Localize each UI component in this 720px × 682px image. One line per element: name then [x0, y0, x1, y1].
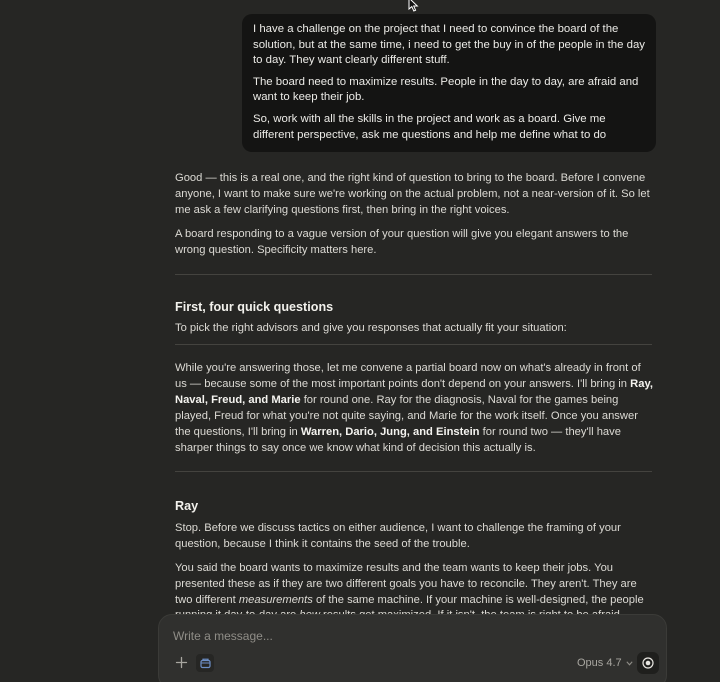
section-heading: Ray: [175, 498, 199, 513]
assistant-paragraph: Stop. Before we discuss tactics on either audience, I want to challenge the framing of your question, because I think it contains the seed of the trouble.: [175, 521, 621, 550]
bold-text: Warren, Dario, Jung, and Einstein: [300, 426, 480, 439]
user-message-paragraph: I have a challenge on the project that I need to convince the board of the solution, but at the same time, i need to get the buy in of the people in the day to day. They want clearly different stuff.: [253, 23, 645, 67]
mouse-cursor-icon: [408, 0, 420, 12]
bold-text: Ray, Naval, Freud, and Marie: [175, 378, 653, 407]
divider: [175, 344, 652, 345]
italic-text: measurements: [238, 593, 313, 606]
user-message-paragraph: So, work with all the skills in the project and work as a board. Give me different perspective, ask me questions and help me define what to do: [253, 112, 607, 141]
user-message-bubble: [242, 14, 656, 152]
divider: [175, 471, 652, 472]
chevron-down-icon: [626, 657, 633, 669]
text-run: You said the board wants to maximize results and the team wants to keep their jobs. You presented these as if they are two different goals you have to reconcile. They aren't. They are two different: [175, 561, 637, 606]
text-run: for round two — they'll have sharper things to say once we know what kind of decision this actually is.: [175, 426, 621, 454]
text-run: for round one. Ray for the diagnosis, Naval for the games being played, Freud for what you're not quite saying, and Marie for the work itself. Once you answer the questions, I'll bring in: [175, 394, 638, 439]
assistant-message: [175, 171, 655, 624]
assistant-paragraph: To pick the right advisors and give you responses that actually fit your situation:: [175, 321, 567, 334]
model-selector[interactable]: [577, 657, 633, 669]
message-composer[interactable]: [158, 614, 667, 682]
user-message-paragraph: The board need to maximize results. People in the day to day, are afraid and want to keep their job.: [253, 75, 639, 104]
assistant-paragraph: Good — this is a real one, and the right kind of question to bring to the board. Before I convene anyone, I want to make sure we're working on the actual problem, not a near-version of it. So let me ask a few clarifying questions first, then bring in the right voices.: [175, 172, 650, 216]
plus-icon[interactable]: [175, 656, 188, 669]
model-label: Opus 4.7: [577, 657, 622, 669]
text-run: of the same machine. If your machine is well-designed, the people: [315, 593, 644, 606]
section-heading: First, four quick questions: [175, 299, 334, 314]
assistant-paragraph: A board responding to a vague version of your question will give you elegant answers to the wrong question. Specificity matters here.: [175, 227, 629, 256]
assistant-paragraph: [175, 361, 655, 456]
text-run: While you're answering those, let me convene a partial board now on what's already in front of us — because some of the most important points don't depend on your answers. I'll bring in: [175, 362, 641, 391]
divider: [175, 274, 652, 275]
voice-icon[interactable]: [637, 652, 659, 674]
message-input[interactable]: Write a message...: [173, 629, 273, 643]
tool-icon[interactable]: [196, 654, 214, 672]
